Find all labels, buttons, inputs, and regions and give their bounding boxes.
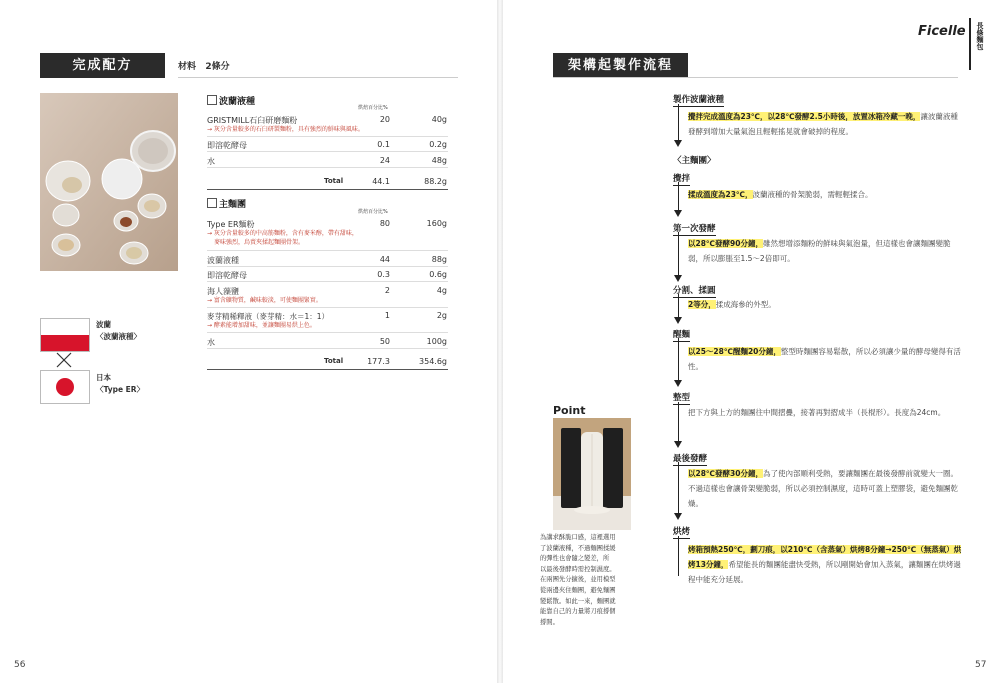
flow-arrow-icon <box>674 380 682 387</box>
step-body-baking <box>688 542 963 587</box>
step-title-baking: 烘烤 <box>673 527 691 537</box>
step-text: 波蘭液種的骨架脆弱，需輕輕揉合。 <box>752 190 873 199</box>
japan-label <box>96 372 144 396</box>
flow-line <box>678 182 679 210</box>
row-rule <box>207 250 448 251</box>
main-row-4-name: 海人藻鹽 <box>207 287 239 296</box>
side-tab <box>969 18 989 70</box>
main-row-1-pct: 80 <box>379 219 390 228</box>
step-text: 讓波蘭液種發酵到增加大量氣泡且輕輕搖晃就會破掉的程度。 <box>688 112 958 136</box>
step-title-final-proof: 最後發酵 <box>673 454 708 464</box>
poolish-pct-header: 烘焙百分比% <box>358 105 388 111</box>
poolish-row-2-name: 即溶乾酵母 <box>207 141 247 150</box>
poolish-row-1-g: 40g <box>431 115 447 124</box>
step-text: 雖然想增添麵粉的鮮味與氣泡量，但這樣也會讓麵團變脆弱，所以膨脹至1.5～2倍即可。 <box>688 239 951 263</box>
main-row-2-pct: 44 <box>379 255 390 264</box>
main-row-3-g: 0.6g <box>429 270 447 279</box>
step-text: 希望能長的麵團能盡快受熱，所以剛開始會加入蒸氣，讓麵團在烘烤過程中能充分延展。 <box>688 560 961 584</box>
poolish-row-3-pct: 24 <box>379 156 390 165</box>
main-row-4-pct: 2 <box>384 286 390 295</box>
poolish-title-text: 波蘭液種 <box>219 97 256 107</box>
step-text: 為了使內部順利受熱，要讓麵團在最後發酵前就變大一圈。不過這樣也會讓骨架變脆弱，所以必須控制濕度，這時可蓋上塑膠袋，避免麵團乾燥。 <box>688 469 958 508</box>
main-row-5-g: 2g <box>436 311 447 320</box>
row-rule <box>207 332 448 333</box>
row-rule <box>207 136 448 137</box>
flow-line <box>678 232 679 275</box>
step-text: 揉成海參的外型。 <box>715 300 776 309</box>
header-rule-right <box>553 77 958 78</box>
row-rule <box>207 266 448 267</box>
total-rule <box>207 189 448 190</box>
point-text-line: 的彈性也會隨之變差，所 <box>540 555 610 563</box>
poolish-row-1-name: GRISTMILL石臼研磨麵粉 <box>207 116 298 125</box>
header-rule <box>178 77 458 78</box>
step-text: 把下方與上方的麵團往中間摺疊，接著再對摺成半（長棍形）。長度為24cm。 <box>688 408 946 417</box>
step-body-bench-rest <box>688 344 963 374</box>
flow-arrow-icon <box>674 317 682 324</box>
row-rule <box>207 307 448 308</box>
materials-label <box>178 59 230 72</box>
poolish-row-3-name: 水 <box>207 157 215 166</box>
poolish-total-label: Total <box>324 177 344 185</box>
main-row-5-note1: → 酵素能增加甜味，並讓麵團易烘上色。 <box>207 322 316 329</box>
side-tab-text: 長條麵包 <box>976 22 984 50</box>
poolish-row-1-note: → 灰分含量較多的石臼研製麵粉，具有強烈的鮮味與風味。 <box>207 126 364 133</box>
shaping-photo <box>553 418 631 530</box>
total-rule <box>207 369 448 370</box>
flow-arrow-icon <box>674 140 682 147</box>
checkbox-icon <box>207 198 217 208</box>
main-row-5-pct: 1 <box>384 311 390 320</box>
japan-flag <box>40 370 90 404</box>
page-number-left: 56 <box>14 660 26 670</box>
main-dough-title <box>207 197 246 210</box>
main-row-1-g: 160g <box>426 219 447 228</box>
section-title-process: 架構起製作流程 <box>553 53 688 78</box>
ingredients-photo <box>40 93 178 271</box>
flow-line <box>678 104 679 140</box>
poolish-title <box>207 94 255 107</box>
row-rule <box>207 348 448 349</box>
step-body-divide-round <box>688 297 963 312</box>
checkbox-icon <box>207 95 217 105</box>
point-text <box>540 533 635 628</box>
poolish-row-1-pct: 20 <box>379 115 390 124</box>
point-text-line: 了波蘭液種，不過麵團揉緩 <box>540 544 616 552</box>
flow-arrow-icon <box>674 513 682 520</box>
main-row-6-pct: 50 <box>379 337 390 346</box>
cross-icon <box>56 352 72 368</box>
main-total-pct: 177.3 <box>367 357 390 366</box>
step-title-poolish: 製作波蘭液種 <box>673 95 725 105</box>
flow-arrow-icon <box>674 210 682 217</box>
point-text-line: 從兩邊夾住麵團，避免麵團 <box>540 586 616 594</box>
step-body-final-proof <box>688 466 963 511</box>
flow-line <box>678 338 679 380</box>
step-title-first-fermentation: 第一次發酵 <box>673 224 716 234</box>
main-row-2-name: 波蘭液種 <box>207 256 239 265</box>
main-row-1-note2: 麥味強烈，烏賣夾揉起麵團骨架。 <box>214 239 305 246</box>
shaping-photo-svg <box>553 418 631 530</box>
step-title-mixing: 攪拌 <box>673 174 691 184</box>
flow-line <box>678 536 679 576</box>
point-text-line: 為講求酥脆口感，這裡選用 <box>540 534 616 541</box>
flow-line <box>678 462 679 513</box>
main-dough-title-text: 主麵團 <box>219 200 247 210</box>
step-highlight: 烤箱預熱250℃，劃刀痕，以210℃（含蒸氣）烘烤8分鐘→250℃（無蒸氣）烘烤13分鐘， <box>688 545 962 569</box>
main-dough-subheading: 〈主麵團〉 <box>673 156 716 166</box>
point-title: Point <box>553 404 586 417</box>
flow-arrow-icon <box>674 441 682 448</box>
point-text-line: 能靠自己的力量將刀痕撐個 <box>540 608 616 616</box>
main-row-6-name: 水 <box>207 338 215 347</box>
step-body-mixing <box>688 187 963 202</box>
main-row-1-name: Type ER麵粉 <box>207 220 255 229</box>
main-row-5-name: 麥芽精稀釋液（麥芽精：水＝1：1） <box>207 312 330 321</box>
main-pct-header: 烘焙百分比% <box>358 209 388 215</box>
step-body-shaping <box>688 405 963 420</box>
poolish-row-3-g: 48g <box>431 156 447 165</box>
step-highlight: 揉成溫度為23℃， <box>688 190 753 199</box>
poolish-total-pct: 44.1 <box>372 177 390 186</box>
materials-label-text: 材料 <box>178 62 197 72</box>
section-title-recipe: 完成配方 <box>40 53 165 78</box>
main-row-4-g: 4g <box>436 286 447 295</box>
step-highlight: 以28℃發酵30分鐘， <box>688 469 763 478</box>
poland-label <box>96 319 141 343</box>
step-title-divide-round: 分割、揉圓 <box>673 286 716 296</box>
poland-label-line2: 〈波蘭液種〉 <box>96 332 141 341</box>
page-number-right: 57 <box>975 660 987 670</box>
running-title: Ficelle <box>918 24 966 39</box>
row-rule <box>207 167 448 168</box>
point-text-line: 以最後發酵時需控制濕度。 <box>540 565 616 573</box>
book-spine <box>497 0 503 683</box>
row-rule <box>207 281 448 282</box>
poolish-total-g: 88.2g <box>424 177 447 186</box>
main-row-3-pct: 0.3 <box>377 270 390 279</box>
point-text-line: 變鬆散。如此一來，麵團就 <box>540 597 616 605</box>
materials-value: 2條分 <box>205 62 230 72</box>
step-body-poolish <box>688 109 963 139</box>
step-highlight: 2等分， <box>688 300 716 309</box>
flow-line <box>678 402 679 441</box>
flow-arrow-icon <box>674 275 682 282</box>
row-rule <box>207 151 448 152</box>
step-highlight: 以28℃發酵90分鐘， <box>688 239 763 248</box>
main-total-label: Total <box>324 357 344 365</box>
step-highlight: 攪拌完成溫度為23℃，以28℃發酵2.5小時後，放置冰箱冷藏一晚， <box>688 112 921 121</box>
poland-flag <box>40 318 90 352</box>
main-row-3-name: 即溶乾酵母 <box>207 271 247 280</box>
step-title-shaping: 整型 <box>673 393 691 403</box>
main-row-2-g: 88g <box>431 255 447 264</box>
step-highlight: 以25～28℃醒麵20分鐘， <box>688 347 781 356</box>
point-text-line: 撐開。 <box>540 618 559 626</box>
poolish-row-2-g: 0.2g <box>429 140 447 149</box>
point-text-line: 在兩團先分擴後，並用模型 <box>540 576 616 584</box>
japan-label-line2: 〈Type ER〉 <box>96 385 145 394</box>
main-total-g: 354.6g <box>419 357 447 366</box>
step-body-first-fermentation <box>688 236 963 266</box>
main-row-6-g: 100g <box>426 337 447 346</box>
poland-label-line1: 波蘭 <box>96 320 111 329</box>
main-row-4-note1: → 富含礦物質，鹹味較淡，可使麵團緊實。 <box>207 297 322 304</box>
step-text: 整型時麵團容易鬆散，所以必須讓少量的酵母變得有活性。 <box>688 347 961 371</box>
ingredients-photo-svg <box>40 93 178 271</box>
japan-label-line1: 日本 <box>96 373 111 382</box>
poolish-row-2-pct: 0.1 <box>377 140 390 149</box>
step-title-bench-rest: 醒麵 <box>673 330 691 340</box>
main-row-1-note1: → 灰分含量較多的中高筋麵粉，含有麥米醇，帶有甜味， <box>207 230 358 237</box>
